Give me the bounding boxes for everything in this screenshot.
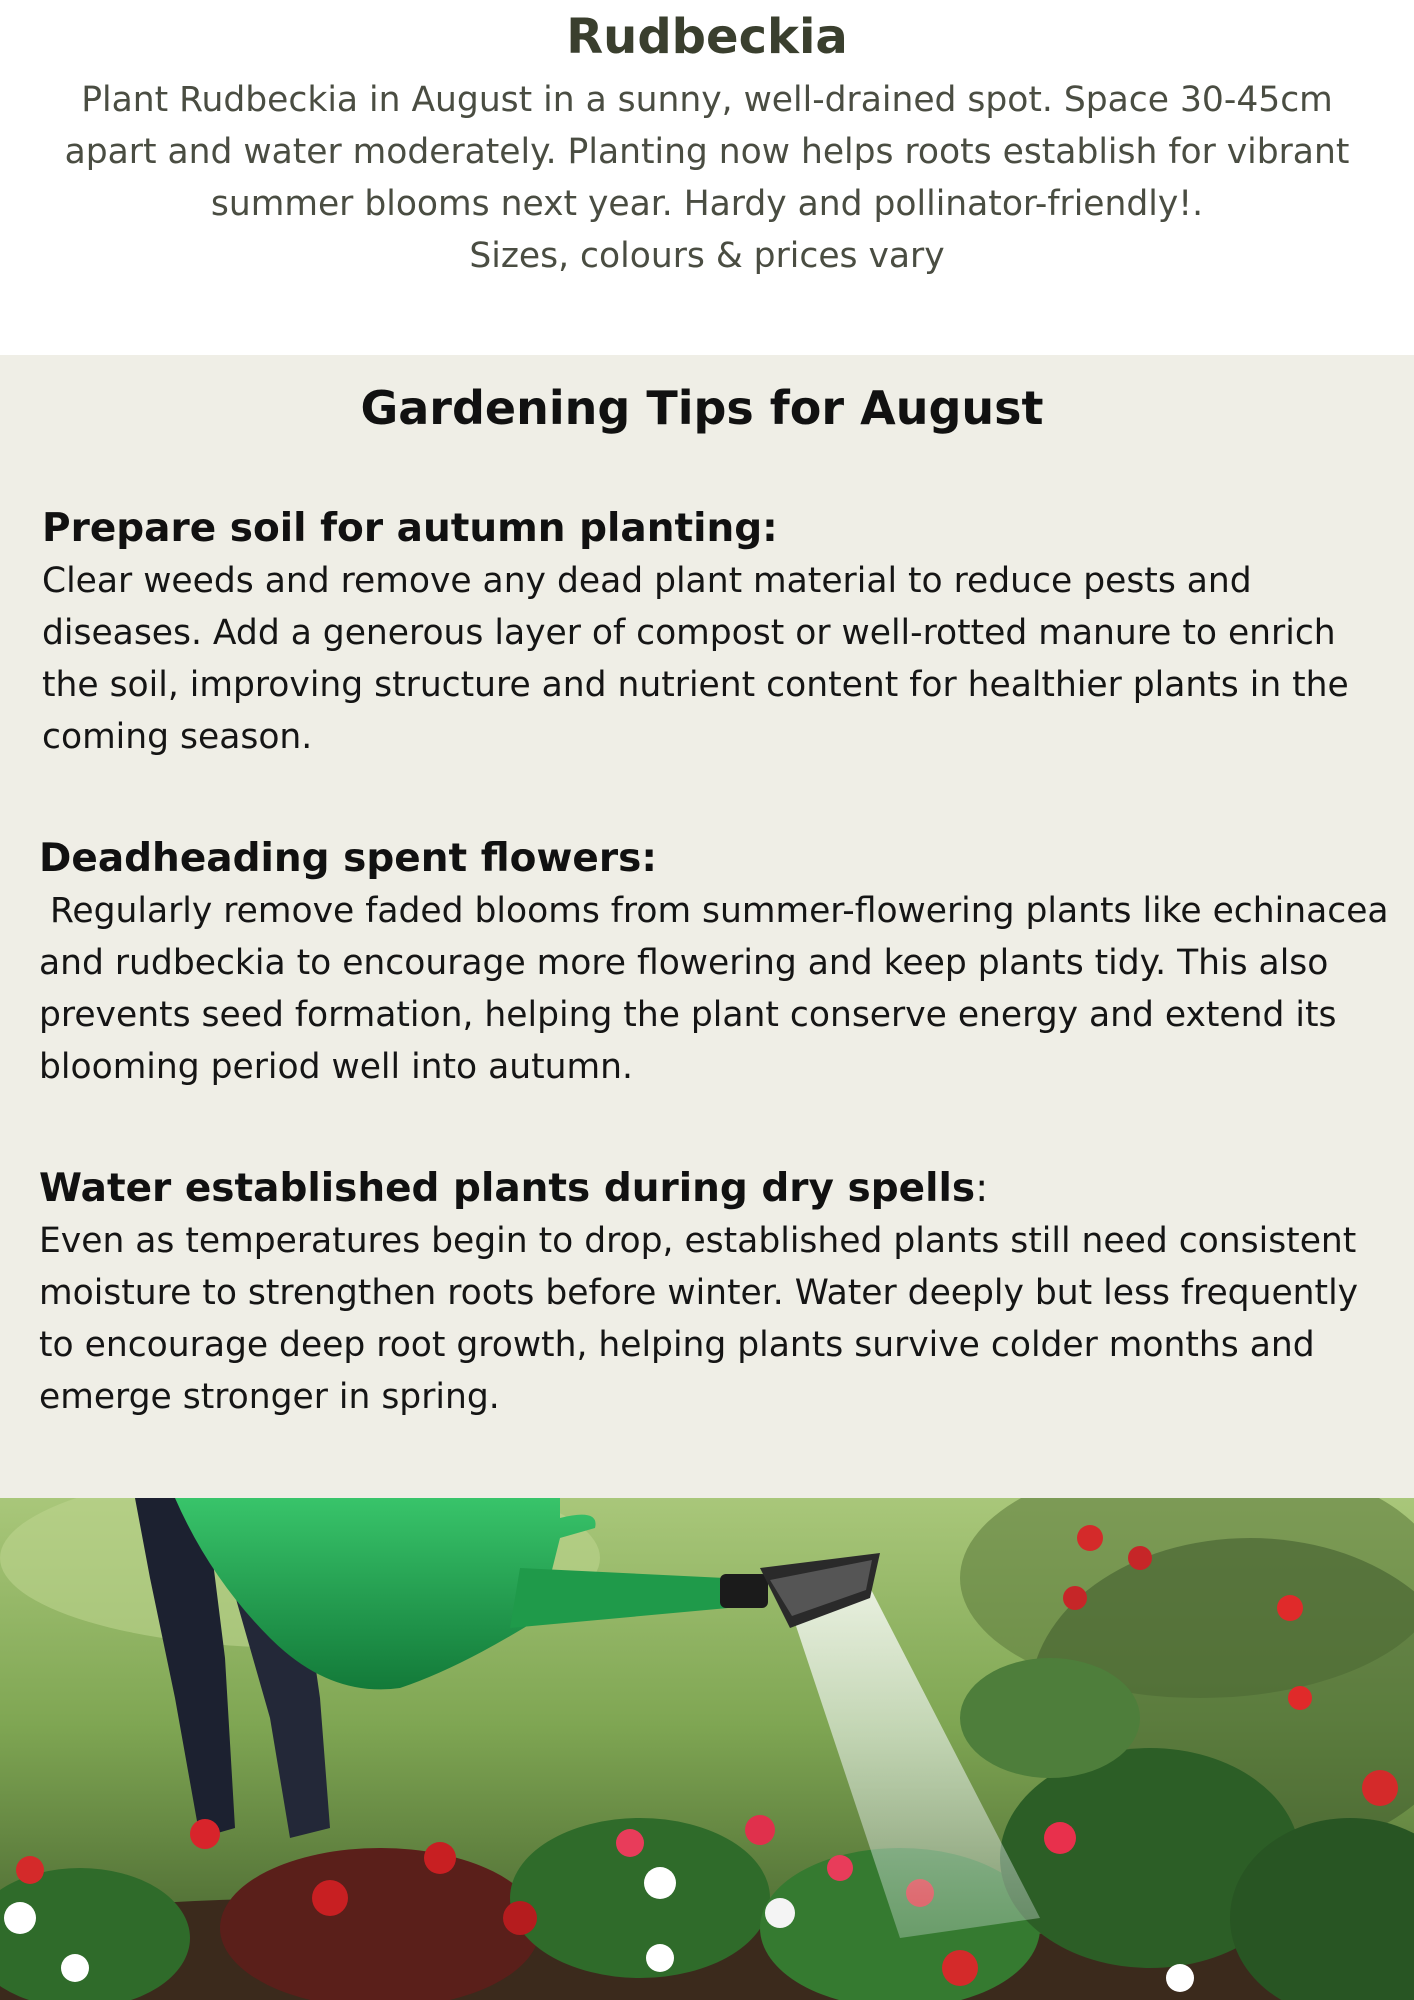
gardening-tips-section <box>0 355 1414 1498</box>
tip-item <box>39 833 1399 1093</box>
tips-heading: Gardening Tips for August <box>360 381 1044 435</box>
tip-body: Even as temperatures begin to drop, established plants still need consistent moisture to strengthen roots before winter. Water deeply but less frequently to encourage deep root growth, helping plants survive colder months and emerge stronger in spring. <box>39 1221 1370 1417</box>
tip-body: Regularly remove faded blooms from summer-flowering plants like echinacea and rudbeckia to encourage more flowering and keep plants tidy. This also prevents seed formation, helping the plant conserve energy and extend its blooming period well into autumn. <box>39 891 1400 1087</box>
tip-item <box>39 1163 1399 1423</box>
product-note: Sizes, colours & prices vary <box>469 236 945 276</box>
product-title: Rudbeckia <box>566 9 848 65</box>
tip-body: Clear weeds and remove any dead plant material to reduce pests and diseases. Add a generous layer of compost or well-rotted manure to enrich the soil, improving structure and nutrient content for healthier plants in the coming season. <box>42 561 1360 757</box>
product-section <box>0 0 1414 355</box>
garden-watering-photo <box>0 1498 1414 2000</box>
tip-title-colon: : <box>975 1166 989 1211</box>
tip-item <box>42 503 1402 763</box>
product-description: Plant Rudbeckia in August in a sunny, well-drained spot. Space 30-45cm apart and water moderately. Planting now helps roots establish for vibrant summer blooms next year. Hardy and pollinator-friendly!. <box>64 80 1350 224</box>
tip-title: Prepare soil for autumn planting: <box>42 506 778 551</box>
tip-title: Deadheading spent flowers: <box>39 836 657 881</box>
watering-illustration <box>0 1498 1414 2000</box>
tip-title: Water established plants during dry spells <box>39 1166 976 1211</box>
tip-title-row <box>39 1163 1399 1215</box>
